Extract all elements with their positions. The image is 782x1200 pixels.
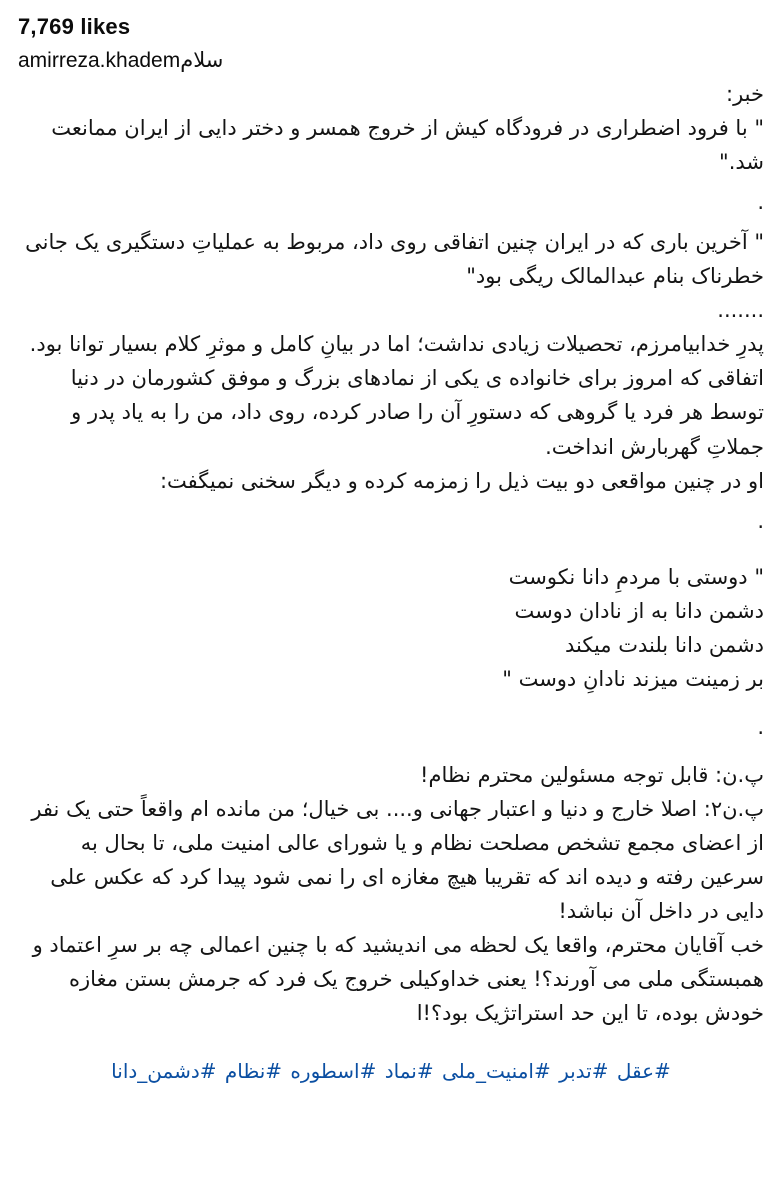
- poem-line: بر زمینت میزند نادانِ دوست ": [502, 666, 764, 691]
- caption-line: " آخرین باری که در ایران چنین اتفاقی روی داد، مربوط به عملیاتِ دستگیری یک جانی خطرناک بنام عبدالمالک ریگی بود": [18, 230, 764, 289]
- caption-separator-dot: .: [757, 714, 764, 739]
- poem-line: دشمن دانا به از نادان دوست: [514, 598, 764, 623]
- spacer: [18, 696, 764, 710]
- caption-line: " با فرود اضطراری در فرودگاه کیش از خروج همسر و دختر دایی از ایران ممانعت شد.": [44, 116, 764, 175]
- caption-line: خبر:: [726, 82, 764, 107]
- spacer: [18, 744, 764, 758]
- caption-header: [18, 46, 764, 75]
- note-line: خب آقایان محترم، واقعا یک لحظه می اندیشید که با چنین اعمالی چه بر سرِ اعتماد و همبستگی ملی می آورند؟! یعنی خداوکیلی خروج یک فرد که جرمش بستن مغازه خودش بوده، تا این حد استراتژیک بود؟!ا: [25, 932, 764, 1025]
- caption-separator-dots: .......: [717, 298, 764, 323]
- caption-line: او در چنین مواقعی دو بیت ذیل را زمزمه کرده و دیگر سخنی نمیگفت:: [159, 468, 764, 493]
- poem-line: " دوستی با مردمِ دانا نکوست: [508, 564, 764, 589]
- caption-greeting: سلام: [180, 48, 224, 72]
- poem-block: [18, 560, 764, 696]
- spacer: [18, 538, 764, 560]
- caption-line: پدرِ خدابیامرزم، تحصیلات زیادی نداشت؛ اما در بیانِ کامل و موثرِ کلام بسیار توانا بود.: [29, 332, 764, 357]
- hashtag-list[interactable]: #عقل #تدبر #امنیت_ملی #نماد #اسطوره #نظام #دشمن_دانا: [111, 1058, 671, 1083]
- username-link[interactable]: amirreza.khadem: [18, 49, 181, 72]
- note-line: پ.ن: قابل توجه مسئولین محترم نظام!: [420, 762, 764, 787]
- caption-body: [18, 77, 764, 1029]
- caption-separator-dot: .: [757, 190, 764, 215]
- caption-line: اتفاقی که امروز برای خانواده ی یکی از نمادهای بزرگ و موفق کشورمان در دنیا توسط هر فرد یا گروهی که دستورِ آن را صادر کرده، روی داد، من را به یاد پدر و جملاتِ گهربارش انداخت.: [64, 366, 764, 459]
- likes-count: 7,769 likes: [18, 14, 131, 39]
- note-line: پ.ن۲: اصلا خارج و دنیا و اعتبار جهانی و.... بی خیال؛ من مانده ام واقعاً حتی یک نفر از اعضای مجمع تشخص مصلحت نظام و یا شورای عالی امنیت ملی، تا بحال به سرعین رفته و دیده اند که تقریبا هیچ مغازه ای را نمی شود پیدا کرد که عکس علی دایی در داخل آن نباشد!: [24, 796, 764, 923]
- caption-separator-dot: .: [757, 508, 764, 533]
- poem-line: دشمن دانا بلندت میکند: [565, 632, 764, 657]
